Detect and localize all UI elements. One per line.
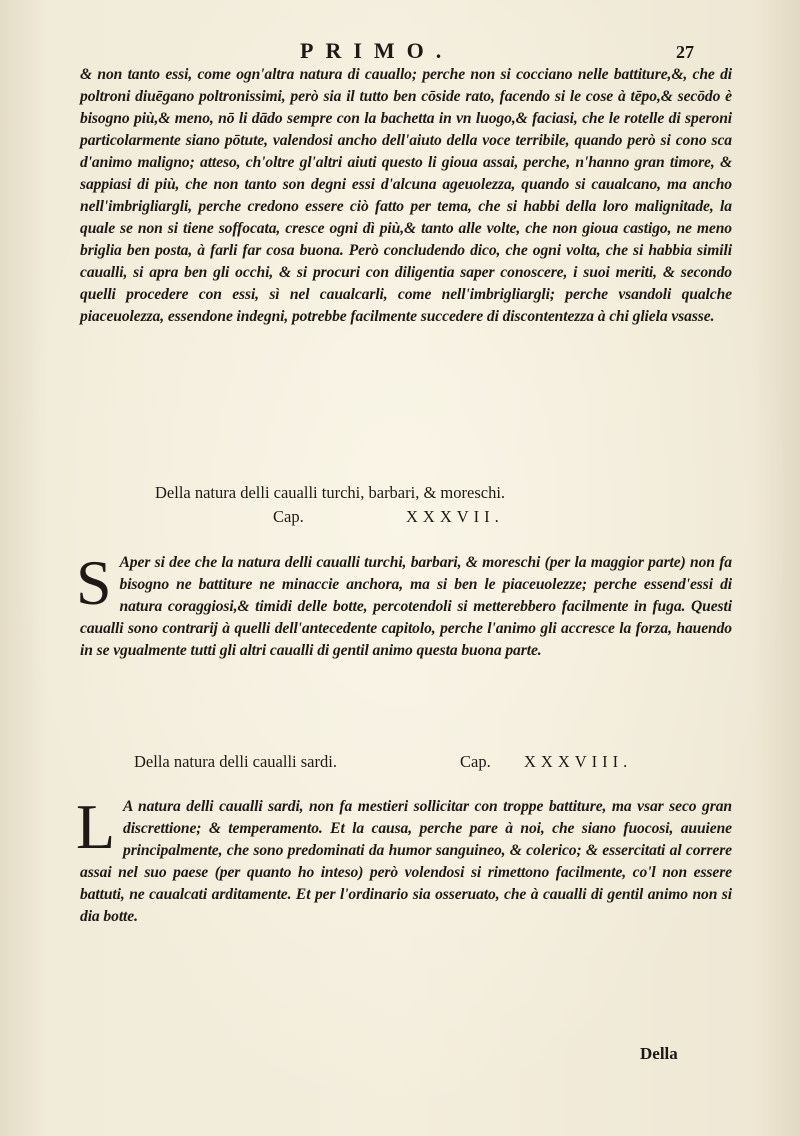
paragraph-2 — [76, 547, 732, 662]
chapter-title-37: Della natura delli caualli turchi, barbari, & moreschi. — [155, 483, 506, 502]
initial-letter: L — [76, 791, 115, 862]
paragraph-2-text: Aper si dee che la natura delli caualli turchi, barbari, & moreschi (per la maggior parte) non fa bisogno ne battiture ne minaccie anchora, ma si ben le piaceuolezze; perche essend'essi di natura coraggiosi,& timidi delle botte, percotendoli si metterebbero facilmente in fuga. Questi caualli sono contrarij à quelli dell'antecedente capitolo, perche l'animo gli accresce la forza, hauendo in se vgualmente tutti gli altri caualli di gentil animo questa buona parte. — [80, 554, 732, 659]
paragraph-1-text: & non tanto essi, come ogn'altra natura di cauallo; perche non si cocciano nelle battiture,&, che di poltroni diuēgano poltronissimi, però sia il tutto ben cōside rato, facendo si le cose à tēpo,& secōdo è bisogno più,& meno, nō li dādo sempre con la bachetta in vn luogo,& faciasi, che le rotelle di speroni particolarmente siano pōtute, valendosi ancho dell'aiuto della voce terribile, quando però si cono sca d'animo maligno; atteso, ch'oltre gl'altri aiuti questo li gioua assai, perche, n'hanno gran timore, & sappiasi di più, che non tanto son degni essi d'alcuna ageuolezza, quando si caualcano, ma ancho nell'imbrigliargli, perche credono essere ciò fatto per tema, che si habbi della loro malignitade, la quale se non si tiene soffocata, cresce ogni dì più,& tanto alle volte, che non gioua castigo, ne meno briglia ben posta, à farli far cosa buona. Però concludendo dico, che ogni volta, che si habbia simili caualli, si apra ben gli occhi, & si procuri con diligentia saper conoscere, i suoi meriti, & secondo quelli procedere con essi, sì nel caualcarli, come nell'imbrigliargli; perche vsandoli qualche piaceuolezza, essendone indegni, potrebbe facilmente succedere di discontentezza à chi gliela vsasse. — [80, 66, 732, 325]
cap-number: XXXVIII. — [524, 752, 633, 771]
running-head: PRIMO. — [300, 38, 454, 63]
catchword: Della — [640, 1044, 678, 1063]
paragraph-1 — [80, 64, 732, 328]
cap-label: Cap. — [273, 507, 304, 526]
paragraph-3 — [76, 791, 732, 928]
initial-letter: S — [76, 547, 112, 618]
cap-label: Cap. — [460, 752, 491, 771]
paragraph-3-text: A natura delli caualli sardi, non fa mestieri sollicitar con troppe battiture, ma vsar seco gran discrettione; & temperamento. Et la causa, perche pare à noi, che siano fuocosi, auuiene principalmente, che sono predominati da humor sanguineo, & colerico; & essercitati al correre assai nel suo paese (per quanto ho inteso) però volendosi si rimettono facilmente, co'l non essere battuti, ne caualcati arditamente. Et per l'ordinario sia osseruato, che à caualli di gentil animo non si dia botte. — [80, 798, 732, 925]
chapter-title-38: Della natura delli caualli sardi. — [134, 752, 337, 771]
cap-number: XXXVII. — [406, 507, 504, 526]
page-number: 27 — [676, 42, 694, 62]
